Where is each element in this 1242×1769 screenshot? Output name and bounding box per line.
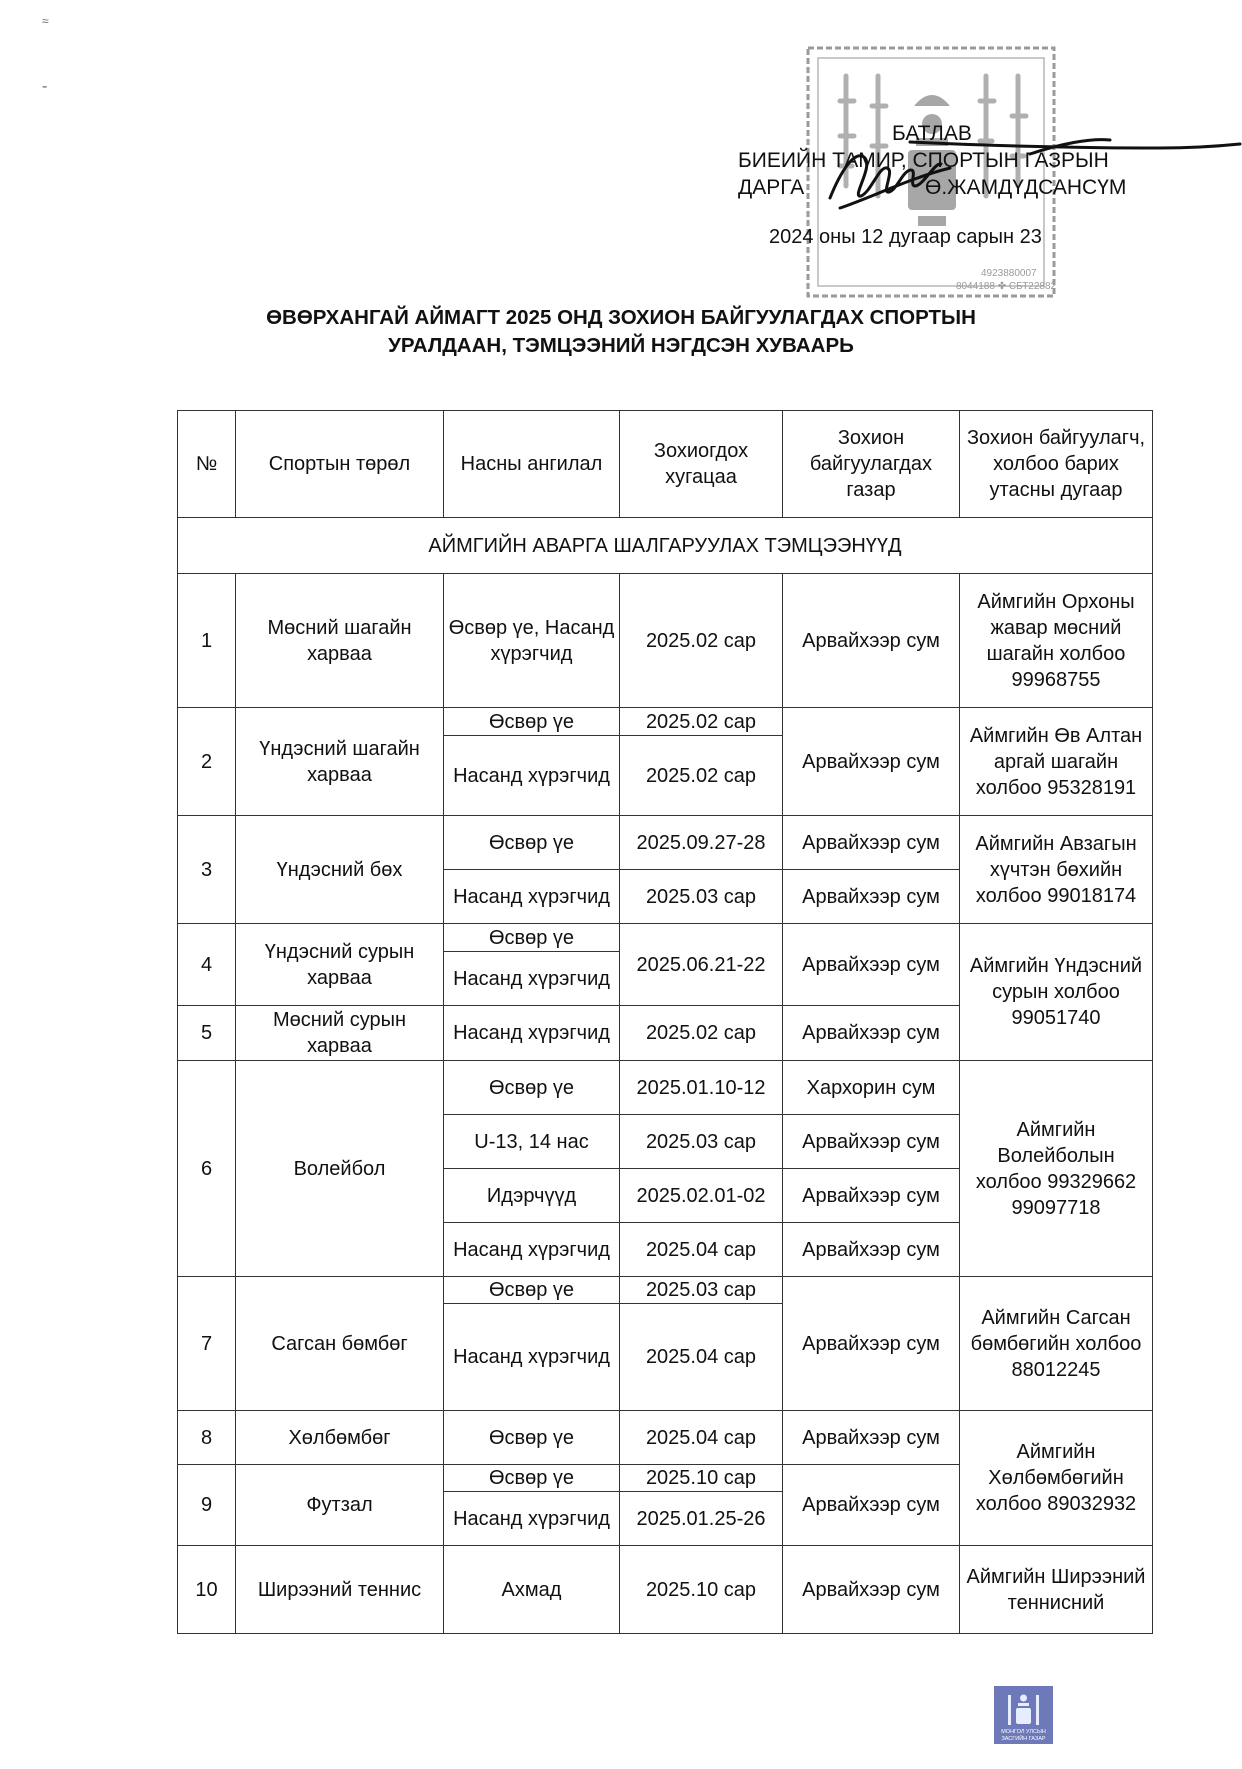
age-cell: Насанд хүрэгчид [444,1223,620,1277]
seal-code: 8044188 ✤ СБТ22882 [956,281,1056,292]
age-cell: Насанд хүрэгчид [444,1492,620,1546]
sport-cell: Үндэсний шагайн харваа [236,708,444,816]
sport-cell: Мөсний шагайн харваа [236,574,444,708]
time-cell: 2025.01.10-12 [620,1061,783,1115]
age-cell: Өсвөр үе [444,1277,620,1304]
table-row [178,816,1153,870]
age-cell: Өсвөр үе [444,1465,620,1492]
table-row [178,708,1153,736]
header-time: Зохиогдох хугацаа [620,411,783,518]
row-number: 6 [178,1061,236,1277]
place-cell: Арвайхээр сум [783,1277,960,1411]
scan-mark: ≈ [42,14,49,28]
age-cell: Өсвөр үе [444,1061,620,1115]
time-cell: 2025.04 сар [620,1411,783,1465]
time-cell: 2025.03 сар [620,1277,783,1304]
age-cell: Насанд хүрэгчид [444,870,620,924]
organizer-cell: Аймгийн Орхоны жавар мөсний шагайн холбоо 99968755 [960,574,1153,708]
sport-cell: Волейбол [236,1061,444,1277]
row-number: 7 [178,1277,236,1411]
time-cell: 2025.02 сар [620,708,783,736]
signature [820,120,1242,230]
sport-cell: Мөсний сурын харваа [236,1006,444,1061]
age-cell: Өсвөр үе [444,816,620,870]
approval-date: 2024 оны 12 дугаар сарын 23 [769,226,1042,248]
schedule-table [177,410,1153,1634]
title-line: УРАЛДААН, ТЭМЦЭЭНИЙ НЭГДСЭН ХУВААРЬ [388,334,854,357]
place-cell: Арвайхээр сум [783,1006,960,1061]
row-number: 8 [178,1411,236,1465]
row-number: 3 [178,816,236,924]
age-cell: Өсвөр үе [444,708,620,736]
approver-title: ДАРГА [738,176,805,199]
organizer-cell: Аймгийн Өв Алтан аргай шагайн холбоо 95328191 [960,708,1153,816]
sport-cell: Сагсан бөмбөг [236,1277,444,1411]
age-cell: U-13, 14 нас [444,1115,620,1169]
time-cell: 2025.04 сар [620,1304,783,1411]
place-cell: Арвайхээр сум [783,1115,960,1169]
age-cell: Насанд хүрэгчид [444,952,620,1006]
age-cell: Идэрчүүд [444,1169,620,1223]
age-cell: Өсвөр үе [444,1411,620,1465]
place-cell: Арвайхээр сум [783,708,960,816]
time-cell: 2025.09.27-28 [620,816,783,870]
time-cell: 2025.02 сар [620,1006,783,1061]
place-cell: Арвайхээр сум [783,1465,960,1546]
table-row [178,1411,1153,1465]
seal-number: 4923880007 [981,268,1037,279]
organizer-cell: Аймгийн Сагсан бөмбөгийн холбоо 88012245 [960,1277,1153,1411]
age-cell: Насанд хүрэгчид [444,736,620,816]
approver-position: БИЕИЙН ТАМИР, СПОРТЫН ГАЗРЫН [738,149,1109,172]
time-cell: 2025.10 сар [620,1546,783,1634]
time-cell: 2025.02 сар [620,574,783,708]
row-number: 2 [178,708,236,816]
time-cell: 2025.03 сар [620,870,783,924]
document-title [150,304,1092,360]
place-cell: Арвайхээр сум [783,870,960,924]
organizer-cell: Аймгийн Авзагын хүчтэн бөхийн холбоо 99018174 [960,816,1153,924]
place-cell: Хархорин сум [783,1061,960,1115]
table-row [178,1061,1153,1115]
time-cell: 2025.01.25-26 [620,1492,783,1546]
place-cell: Арвайхээр сум [783,1223,960,1277]
age-cell: Ахмад [444,1546,620,1634]
header-sport: Спортын төрөл [236,411,444,518]
place-cell: Арвайхээр сум [783,1169,960,1223]
header-place: Зохион байгуулагдах газар [783,411,960,518]
logo-text: ЗАСГИЙН ГАЗАР [1001,1736,1046,1742]
place-cell: Арвайхээр сум [783,574,960,708]
title-line: ӨВӨРХАНГАЙ АЙМАГТ 2025 ОНД ЗОХИОН БАЙГУУЛАГДАХ СПОРТЫН [266,306,976,329]
time-cell: 2025.02 сар [620,736,783,816]
place-cell: Арвайхээр сум [783,1546,960,1634]
time-cell: 2025.02.01-02 [620,1169,783,1223]
table-row [178,1277,1153,1304]
header-organizer: Зохион байгуулагч, холбоо барих утасны дугаар [960,411,1153,518]
sport-cell: Хөлбөмбөг [236,1411,444,1465]
age-cell: Өсвөр үе [444,924,620,952]
approver-name: Ө.ЖАМДҮДСАНСҮМ [925,176,1127,199]
row-number: 1 [178,574,236,708]
organizer-cell: Аймгийн Хөлбөмбөгийн холбоо 89032932 [960,1411,1153,1546]
place-cell: Арвайхээр сум [783,1411,960,1465]
section-title: АЙМГИЙН АВАРГА ШАЛГАРУУЛАХ ТЭМЦЭЭНҮҮД [178,518,1153,574]
table-row [178,924,1153,952]
age-cell: Өсвөр үе, Насанд хүрэгчид [444,574,620,708]
row-number: 5 [178,1006,236,1061]
approval-label: БАТЛАВ [892,122,972,145]
government-logo [994,1686,1053,1744]
place-cell: Арвайхээр сум [783,816,960,870]
logo-text: МОНГОЛ УЛСЫН [1001,1729,1046,1735]
table-row [178,1546,1153,1634]
section-row [178,518,1153,574]
time-cell: 2025.06.21-22 [620,924,783,1006]
organizer-cell: Аймгийн Үндэсний сурын холбоо 99051740 [960,924,1153,1061]
row-number: 10 [178,1546,236,1634]
sport-cell: Үндэсний сурын харваа [236,924,444,1006]
place-cell: Арвайхээр сум [783,924,960,1006]
header-age: Насны ангилал [444,411,620,518]
table-row [178,574,1153,708]
organizer-cell: Аймгийн Ширээний теннисний [960,1546,1153,1634]
organizer-cell: Аймгийн Волейболын холбоо 99329662 99097718 [960,1061,1153,1277]
sport-cell: Үндэсний бөх [236,816,444,924]
age-cell: Насанд хүрэгчид [444,1006,620,1061]
header-number: № [178,411,236,518]
time-cell: 2025.04 сар [620,1223,783,1277]
time-cell: 2025.03 сар [620,1115,783,1169]
sport-cell: Футзал [236,1465,444,1546]
age-cell: Насанд хүрэгчид [444,1304,620,1411]
row-number: 9 [178,1465,236,1546]
sport-cell: Ширээний теннис [236,1546,444,1634]
time-cell: 2025.10 сар [620,1465,783,1492]
row-number: 4 [178,924,236,1006]
header-row [178,411,1153,518]
scan-mark: - [42,78,48,95]
